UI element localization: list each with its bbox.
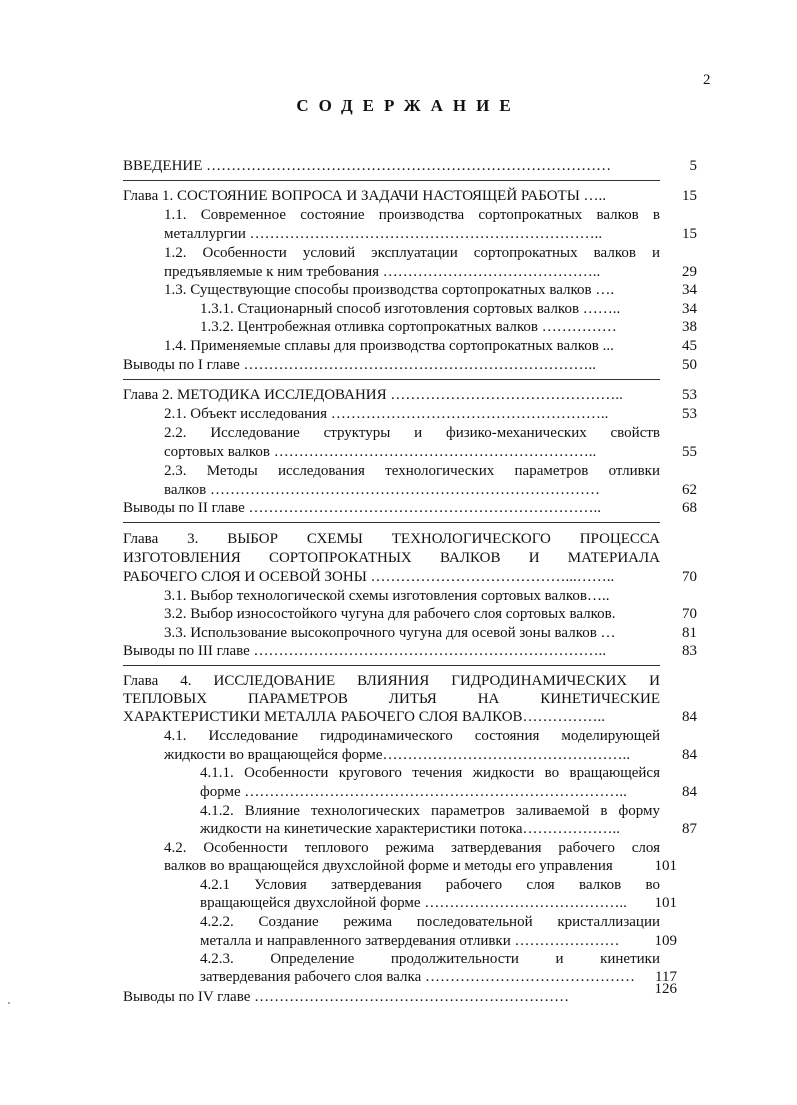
toc-section-4-2-3-page: 117 bbox=[655, 969, 677, 985]
toc-section-4-1-1-cont: форме ………………………………………………………………….. bbox=[200, 784, 627, 800]
toc-section-1-3-1[interactable]: 1.3.1. Стационарный способ изготовления сортовых валков …….. bbox=[200, 301, 621, 317]
toc-chapter-4-cont: ТЕПЛОВЫХ ПАРАМЕТРОВ ЛИТЬЯ НА КИНЕТИЧЕСКИЕ bbox=[123, 691, 660, 707]
toc-conclusions-1-page: 50 bbox=[682, 357, 697, 373]
toc-section-2-3-page: 62 bbox=[682, 482, 697, 498]
toc-chapter-3-cont: ИЗГОТОВЛЕНИЯ СОРТОПРОКАТНЫХ ВАЛКОВ И МАТЕРИАЛА bbox=[123, 550, 660, 566]
toc-section-3-3-page: 81 bbox=[682, 625, 697, 641]
divider bbox=[123, 379, 660, 380]
toc-section-4-1-1-page: 84 bbox=[682, 784, 697, 800]
toc-section-1-2[interactable]: 1.2. Особенности условий эксплуатации сортопрокатных валков и bbox=[164, 245, 660, 261]
toc-chapter-2-page: 53 bbox=[682, 387, 697, 403]
toc-section-1-1[interactable]: 1.1. Современное состояние производства сортопрокатных валков в bbox=[164, 207, 660, 223]
toc-chapter-2[interactable]: Глава 2. МЕТОДИКА ИССЛЕДОВАНИЯ ……………………………………….. bbox=[123, 387, 623, 403]
scan-speck bbox=[8, 1002, 10, 1004]
divider bbox=[123, 522, 660, 523]
toc-section-4-2-1-page: 101 bbox=[654, 895, 677, 911]
toc-section-2-3[interactable]: 2.3. Методы исследования технологических параметров отливки bbox=[164, 463, 660, 479]
page-title: СОДЕРЖАНИЕ bbox=[296, 96, 521, 115]
toc-section-4-1[interactable]: 4.1. Исследование гидродинамического состояния моделирующей bbox=[164, 728, 660, 744]
toc-section-1-1-cont: металлургии …………………………………………………………….. bbox=[164, 226, 603, 242]
toc-section-1-1-page: 15 bbox=[682, 226, 697, 242]
toc-intro-page: 5 bbox=[689, 158, 697, 174]
toc-chapter-4-page: 84 bbox=[682, 709, 697, 725]
toc-section-3-3[interactable]: 3.3. Использование высокопрочного чугуна для осевой зоны валков … bbox=[164, 625, 616, 641]
toc-conclusions-4[interactable]: Выводы по IV главе ……………………………………………………… bbox=[123, 989, 570, 1005]
toc-section-4-1-2-page: 87 bbox=[682, 821, 697, 837]
toc-section-4-1-1[interactable]: 4.1.1. Особенности кругового течения жидкости во вращающейся bbox=[200, 765, 660, 781]
toc-chapter-3-cont: РАБОЧЕГО СЛОЯ И ОСЕВОЙ ЗОНЫ …………………………………...…….. bbox=[123, 569, 615, 585]
toc-section-3-2[interactable]: 3.2. Выбор износостойкого чугуна для рабочего слоя сортовых валков. bbox=[164, 606, 616, 622]
toc-chapter-1[interactable]: Глава 1. СОСТОЯНИЕ ВОПРОСА И ЗАДАЧИ НАСТОЯЩЕЙ РАБОТЫ ….. bbox=[123, 188, 607, 204]
toc-section-4-2-cont: валков во вращающейся двухслойной форме и методы его управления bbox=[164, 858, 613, 874]
toc-section-4-2-2-cont: металла и направленного затвердевания отливки ………………… bbox=[200, 933, 620, 949]
toc-section-2-2-cont: сортовых валков ……………………………………………………….. bbox=[164, 444, 597, 460]
toc-section-4-2[interactable]: 4.2. Особенности теплового режима затвердевания рабочего слоя bbox=[164, 840, 660, 856]
toc-chapter-3[interactable]: Глава 3. ВЫБОР СХЕМЫ ТЕХНОЛОГИЧЕСКОГО ПРОЦЕССА bbox=[123, 531, 660, 547]
toc-section-4-1-2[interactable]: 4.1.2. Влияние технологических параметров заливаемой в форму bbox=[200, 803, 660, 819]
toc-chapter-4-cont: ХАРАКТЕРИСТИКИ МЕТАЛЛА РАБОЧЕГО СЛОЯ ВАЛКОВ…………….. bbox=[123, 709, 606, 725]
divider bbox=[123, 180, 660, 181]
page-number: 2 bbox=[703, 72, 711, 88]
toc-section-1-3-page: 34 bbox=[682, 282, 697, 298]
toc-section-4-2-2-page: 109 bbox=[654, 933, 677, 949]
toc-section-2-1-page: 53 bbox=[682, 406, 697, 422]
toc-section-2-2[interactable]: 2.2. Исследование структуры и физико-механических свойств bbox=[164, 425, 660, 441]
toc-conclusions-2-page: 68 bbox=[682, 500, 697, 516]
toc-section-3-1[interactable]: 3.1. Выбор технологической схемы изготовления сортовых валков….. bbox=[164, 588, 610, 604]
toc-intro[interactable]: ВВЕДЕНИЕ ……………………………………………………………………… bbox=[123, 158, 612, 174]
toc-section-4-2-3-cont: затвердевания рабочего слоя валка …………………………………… bbox=[200, 969, 636, 985]
toc-section-3-2-page: 70 bbox=[682, 606, 697, 622]
toc-section-2-3-cont: валков …………………………………………………………………… bbox=[164, 482, 601, 498]
toc-conclusions-3[interactable]: Выводы по III главе …………………………………………………………….. bbox=[123, 643, 607, 659]
toc-section-1-4-page: 45 bbox=[682, 338, 697, 354]
toc-section-1-4[interactable]: 1.4. Применяемые сплавы для производства сортопрокатных валков ... bbox=[164, 338, 614, 354]
divider bbox=[123, 665, 660, 666]
toc-conclusions-1[interactable]: Выводы по I главе …………………………………………………………….. bbox=[123, 357, 597, 373]
toc-section-2-2-page: 55 bbox=[682, 444, 697, 460]
toc-section-4-2-1[interactable]: 4.2.1 Условия затвердевания рабочего слоя валков во bbox=[200, 877, 660, 893]
toc-section-1-3-2-page: 38 bbox=[682, 319, 697, 335]
toc-section-4-1-cont: жидкости во вращающейся форме………………………………………….. bbox=[164, 747, 630, 763]
toc-conclusions-2[interactable]: Выводы по II главе …………………………………………………………….. bbox=[123, 500, 602, 516]
toc-section-2-1[interactable]: 2.1. Объект исследования ……………………………………………….. bbox=[164, 406, 609, 422]
toc-conclusions-4-page: 126 bbox=[654, 981, 677, 997]
toc-section-1-3-2[interactable]: 1.3.2. Центробежная отливка сортопрокатных валков …………… bbox=[200, 319, 617, 335]
toc-section-4-2-1-cont: вращающейся двухслойной форме ………………………………….. bbox=[200, 895, 627, 911]
toc-conclusions-3-page: 83 bbox=[682, 643, 697, 659]
toc-section-4-2-3[interactable]: 4.2.3. Определение продолжительности и кинетики bbox=[200, 951, 660, 967]
toc-chapter-4[interactable]: Глава 4. ИССЛЕДОВАНИЕ ВЛИЯНИЯ ГИДРОДИНАМИЧЕСКИХ И bbox=[123, 673, 660, 689]
toc-section-4-1-2-cont: жидкости на кинетические характеристики потока……………….. bbox=[200, 821, 621, 837]
toc-chapter-1-page: 15 bbox=[682, 188, 697, 204]
toc-section-1-2-page: 29 bbox=[682, 264, 697, 280]
toc-section-1-3[interactable]: 1.3. Существующие способы производства сортопрокатных валков …. bbox=[164, 282, 615, 298]
toc-section-1-3-1-page: 34 bbox=[682, 301, 697, 317]
toc-section-4-2-page: 101 bbox=[654, 858, 677, 874]
toc-section-4-1-page: 84 bbox=[682, 747, 697, 763]
toc-chapter-3-page: 70 bbox=[682, 569, 697, 585]
toc-section-4-2-2[interactable]: 4.2.2. Создание режима последовательной кристаллизации bbox=[200, 914, 660, 930]
toc-section-1-2-cont: предъявляемые к ним требования …………………………………….. bbox=[164, 264, 601, 280]
